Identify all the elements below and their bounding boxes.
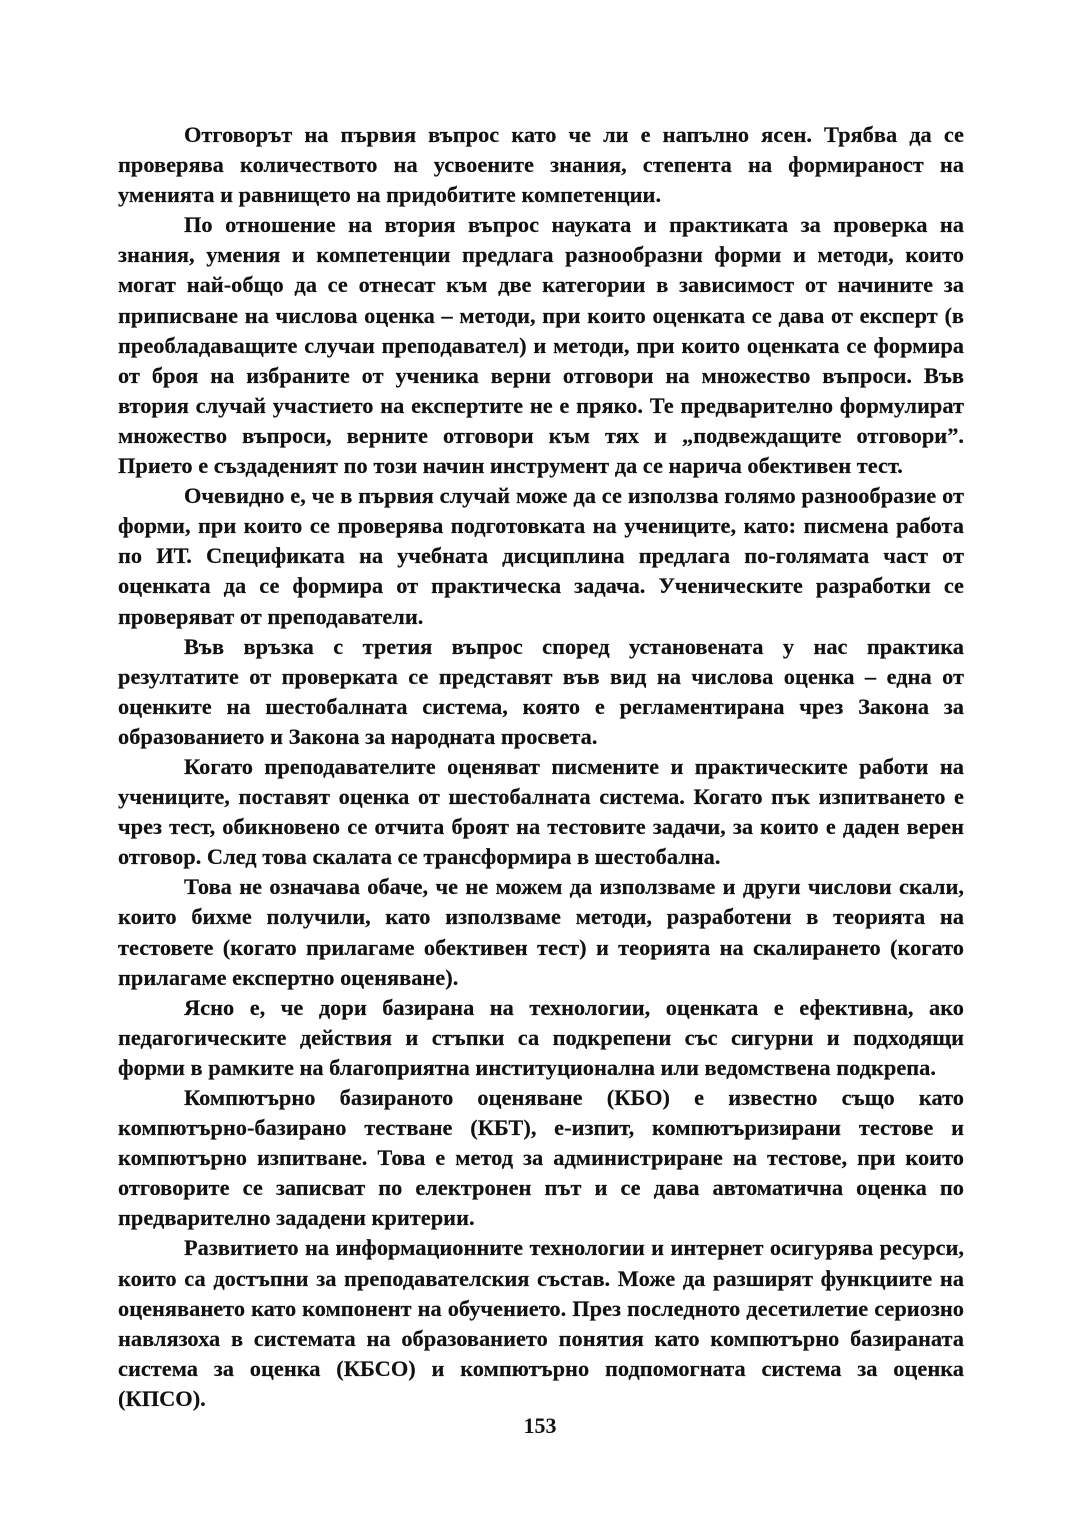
paragraph-6: Това не означава обаче, че не можем да използваме и други числови скали, които бихме получили, като използваме методи, разработени в теорията на тестовете (когато прилагаме обективен тест) и теорията на скалирането (когато прилагаме експертно оценяване). (118, 874, 964, 990)
paragraph-3: Очевидно е, че в първия случай може да се използва голямо разнообразие от форми, при които се проверява подготовката на учениците, като: писмена работа по ИТ. Спецификата на учебната дисциплина предлага по-голямата част от оценката да се формира от практическа задача. Ученическите разработки се проверяват от преподаватели. (118, 483, 964, 629)
body-text (118, 120, 964, 1414)
paragraph-2: По отношение на втория въпрос науката и практиката за проверка на знания, умения и компетенции предлага разнообразни форми и методи, които могат най-общо да се отнесат към две категории в зависимост от начините за приписване на числова оценка – методи, при които оценката се дава от експерт (в преобладаващите случаи преподавател) и методи, при които оценката се формира от броя на избраните от ученика верни отговори на множество въпроси. Във втория случай участието на експертите не е пряко. Те предварително формулират множество въпроси, верните отговори към тях и „подвеждащите отговори”. Прието е създаденият по този начин инструмент да се нарича обективен тест. (118, 212, 964, 479)
paragraph-1: Отговорът на първия въпрос като че ли е напълно ясен. Трябва да се проверява количеството на усвоените знания, степента на формираност на уменията и равнището на придобитите компетенции. (118, 122, 964, 208)
paragraph-4: Във връзка с третия въпрос според установената у нас практика резултатите от проверката се представят във вид на числова оценка – една от оценките на шестобалната система, която е регламентирана чрез Закона за образованието и Закона за народната просвета. (118, 633, 964, 749)
paragraph-8: Компютърно базираното оценяване (КБО) е известно също като компютърно-базирано тестване (КБТ), е-изпит, компютъризирани тестове и компютърно изпитване. Това е метод за администриране на тестове, при които отговорите се записват по електронен път и се дава автоматична оценка по предварително зададени критерии. (118, 1085, 964, 1231)
paragraph-5: Когато преподавателите оценяват писмените и практическите работи на учениците, поставят оценка от шестобалната система. Когато пък изпитването е чрез тест, обикновено се отчита броят на тестовите задачи, за които е даден верен отговор. След това скалата се трансформира в шестобална. (118, 753, 964, 870)
paragraph-7: Ясно е, че дори базирана на технологии, оценката е ефективна, ако педагогическите действия и стъпки са подкрепени със сигурни и подходящи форми в рамките на благоприятна институционална или ведомствена подкрепа. (118, 994, 964, 1080)
page-number: 153 (523, 1413, 557, 1438)
paragraph-9: Развитието на информационните технологии и интернет осигурява ресурси, които са достъпни за преподавателския състав. Може да разширят функциите на оценяването като компонент на обучението. През последното десетилетие сериозно навлязоха в системата на образованието понятия като компютърно базираната система за оценка (КБСО) и компютърно подпомогната система за оценка (КПСО). (118, 1235, 964, 1411)
